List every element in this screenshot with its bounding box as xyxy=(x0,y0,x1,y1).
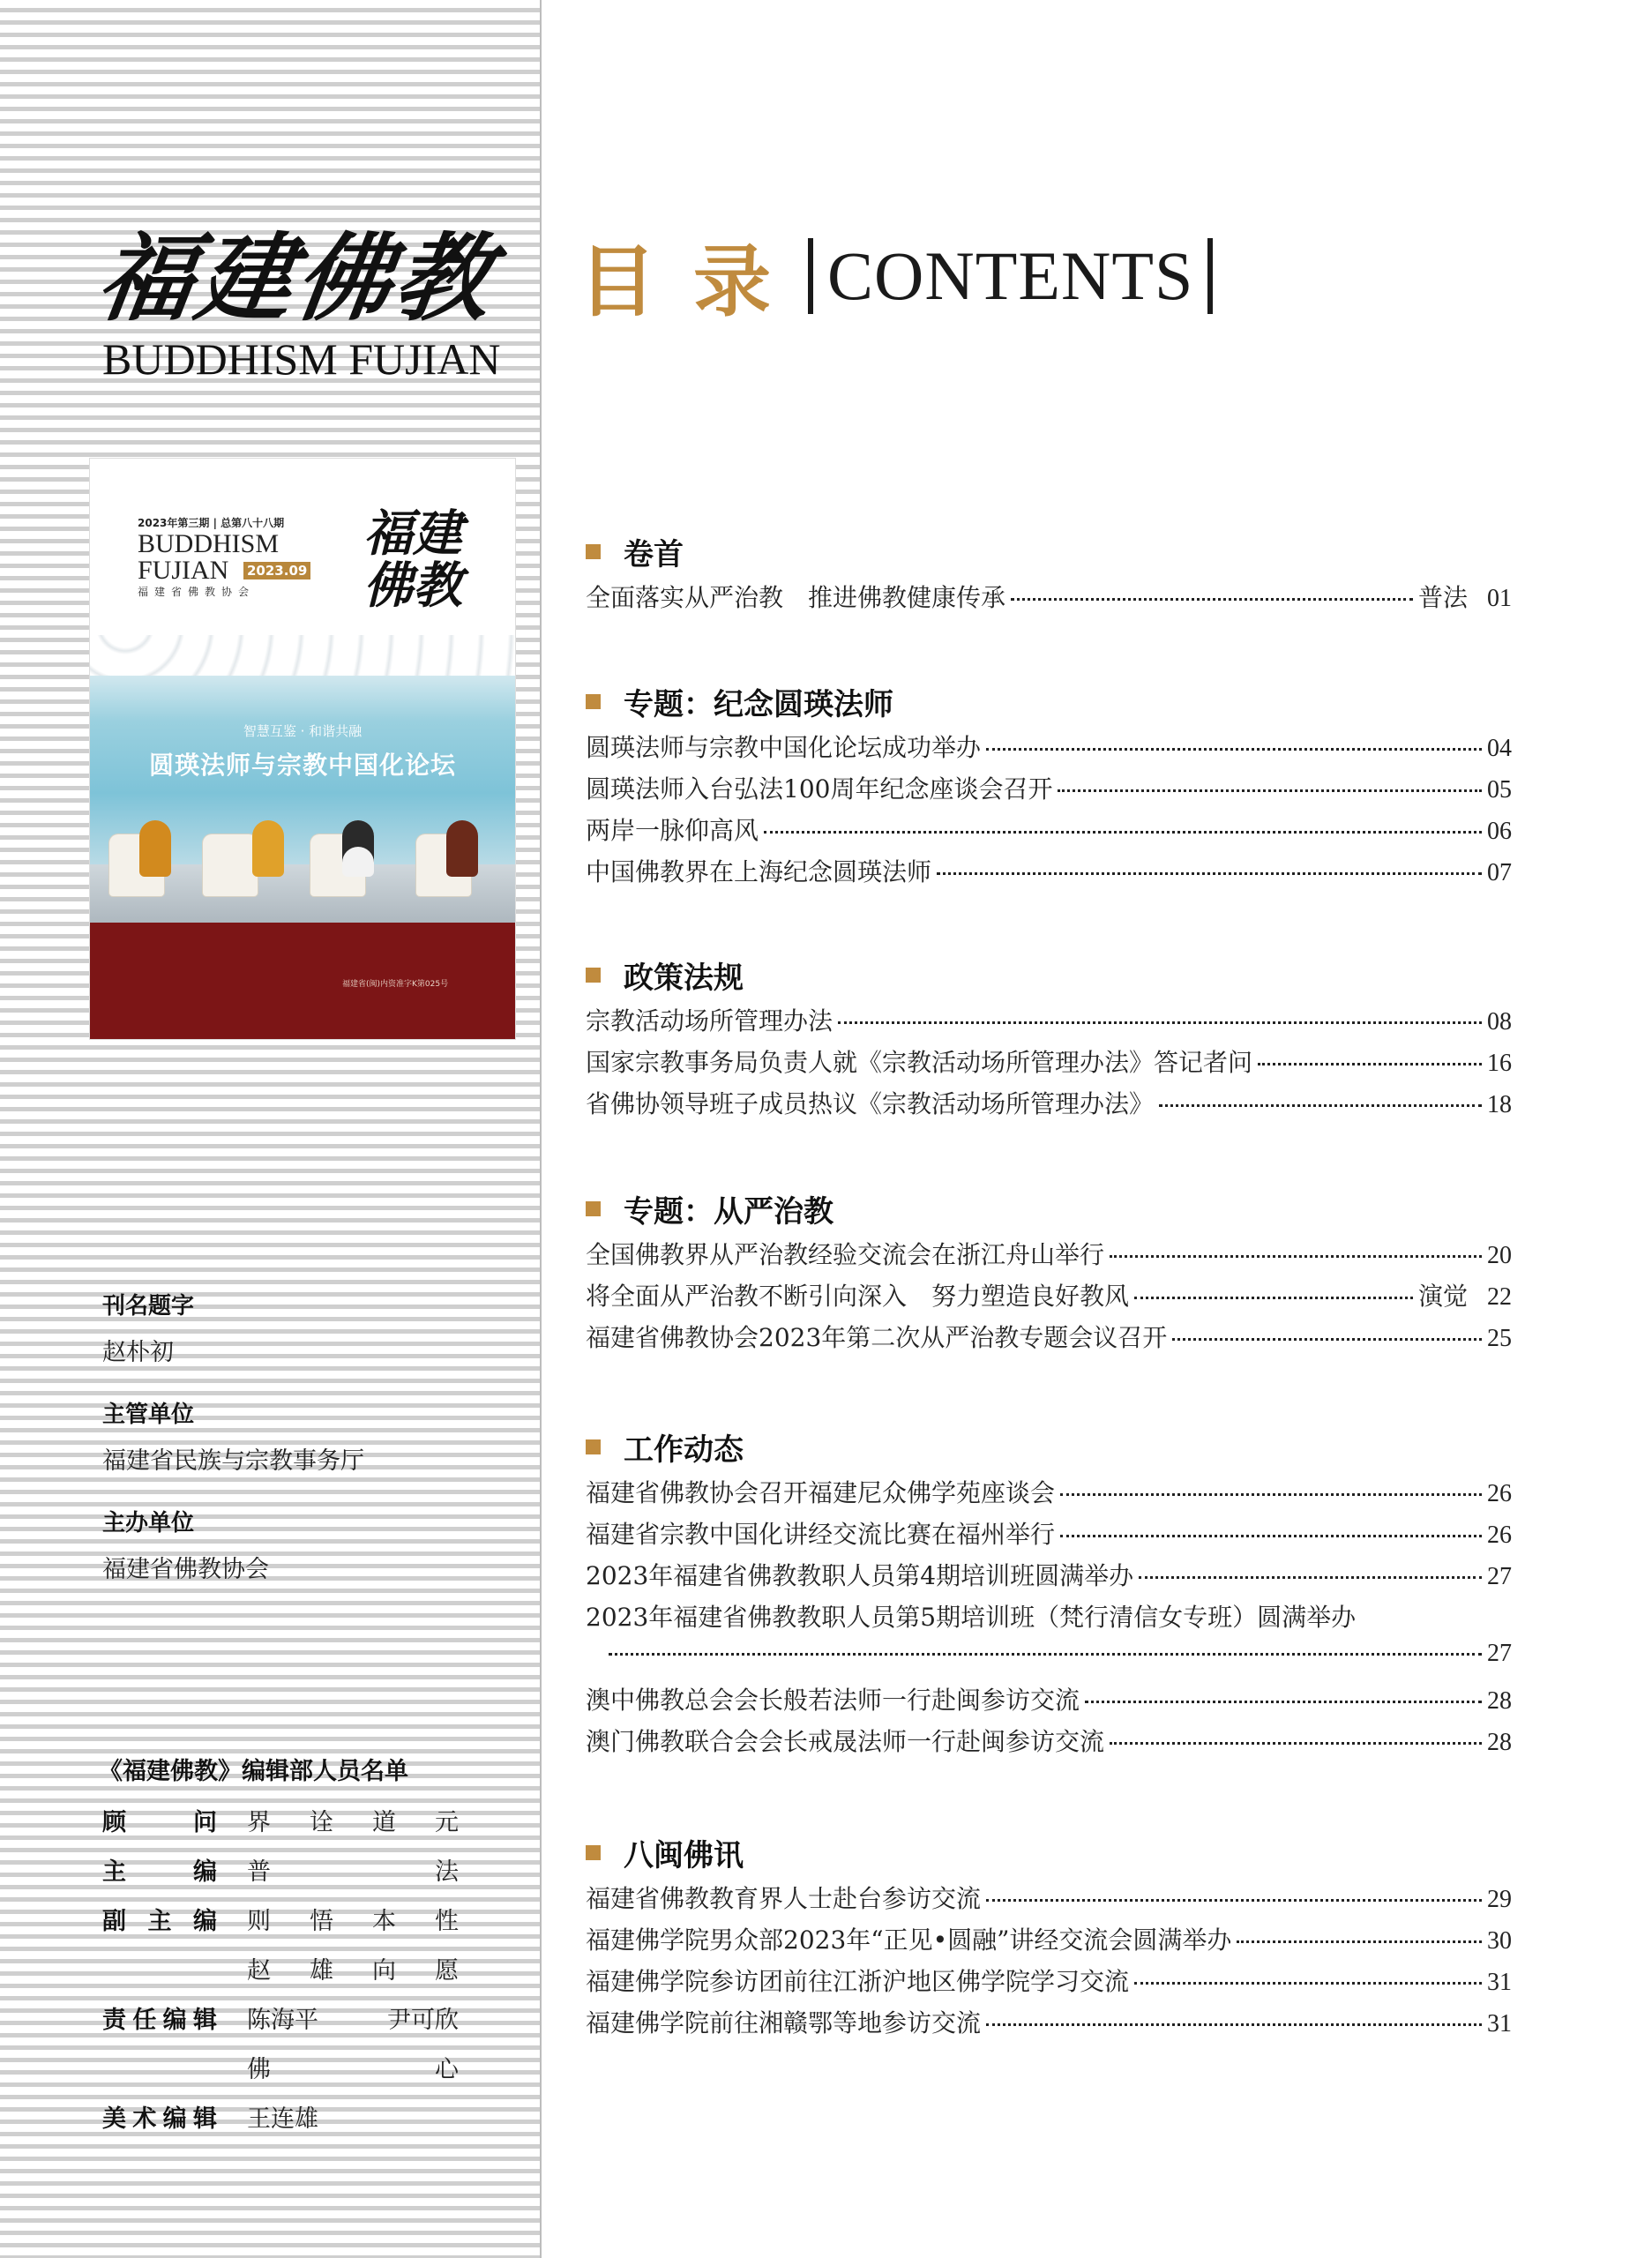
toc-entry-title[interactable]: 福建佛学院前往湘赣鄂等地参访交流 xyxy=(586,2008,982,2037)
staff-role-char: 术 xyxy=(132,2105,157,2133)
title-chinese: 目录 xyxy=(579,236,809,327)
staff-name: 陈海平 xyxy=(247,2007,318,2034)
staff-role xyxy=(102,2099,217,2134)
supervisor-label: 主管单位 xyxy=(102,1402,195,1428)
staff-role-char: 编 xyxy=(193,1858,217,1886)
staff-role-char: 美 xyxy=(102,2105,126,2133)
toc-section xyxy=(586,1424,1512,1764)
section-bullet-icon xyxy=(586,544,601,559)
toc-entry[interactable] xyxy=(586,1723,1512,1764)
toc-section xyxy=(586,1186,1512,1360)
logo-english: BUDDHISM FUJIAN xyxy=(102,334,501,384)
cover-title-en-1: BUDDHISM xyxy=(138,529,280,558)
toc-entry-page[interactable]: 06 xyxy=(1487,818,1512,845)
cover-issue: 2023年第三期 | 总第八十八期 xyxy=(138,517,285,529)
leader-dots xyxy=(986,748,1482,751)
staff-name: 法 xyxy=(435,1858,459,1886)
toc-entry-title[interactable]: 中国佛教界在上海纪念圆瑛法师 xyxy=(586,857,932,886)
staff-role-char: 主 xyxy=(147,1908,172,1935)
leader-dots xyxy=(609,1653,1482,1656)
toc-entry-title[interactable]: 福建省佛教协会2023年第二次从严治教专题会议召开 xyxy=(586,1323,1168,1352)
leader-dots xyxy=(838,1021,1482,1024)
toc-entry[interactable] xyxy=(586,729,1512,770)
cover-photo xyxy=(90,635,515,923)
toc-entry-page[interactable]: 28 xyxy=(1487,1687,1512,1715)
staff-name: 界 xyxy=(247,1809,271,1836)
toc-section xyxy=(586,529,1512,620)
toc-entry-title[interactable]: 宗教活动场所管理办法 xyxy=(586,1006,833,1036)
staff-name: 赵 xyxy=(247,1957,271,1985)
calligraphy-label: 刊名题字 xyxy=(102,1293,195,1320)
toc-entry-title[interactable]: 澳中佛教总会会长般若法师一行赴闽参访交流 xyxy=(586,1686,1080,1715)
toc-entry-page[interactable]: 27 xyxy=(1487,1563,1512,1590)
toc-entry-title[interactable]: 福建省宗教中国化讲经交流比赛在福州举行 xyxy=(586,1520,1056,1549)
leader-dots xyxy=(1172,1338,1482,1341)
masthead-sponsor xyxy=(102,1505,269,1584)
section-bullet-icon xyxy=(586,1439,601,1454)
toc-entry-title[interactable]: 澳门佛教联合会会长戒晟法师一行赴闽参访交流 xyxy=(586,1727,1105,1756)
masthead-calligraphy xyxy=(102,1288,194,1367)
toc-entry-page[interactable]: 18 xyxy=(1487,1091,1512,1118)
leader-dots xyxy=(1110,1255,1482,1258)
staff-name: 道 xyxy=(372,1809,396,1836)
cover-thumbnail[interactable] xyxy=(90,459,515,1039)
toc-entry-title[interactable]: 福建佛学院男众部2023年“正见•圆融”讲经交流会圆满举办 xyxy=(586,1925,1232,1955)
title-english: CONTENTS xyxy=(827,237,1194,314)
toc-entry[interactable] xyxy=(586,1002,1512,1043)
toc-section-header xyxy=(586,529,1512,573)
leader-dots xyxy=(986,1899,1482,1902)
staff-role xyxy=(102,1902,217,1936)
toc-entry-title[interactable]: 圆瑛法师入台弘法100周年纪念座谈会召开 xyxy=(586,774,1053,804)
toc-entry[interactable] xyxy=(586,2004,1512,2045)
title-divider xyxy=(808,238,813,314)
toc-entry-page[interactable]: 22 xyxy=(1487,1283,1512,1311)
toc-section-title: 专题：纪念圆瑛法师 xyxy=(624,686,893,722)
toc-section-title: 卷首 xyxy=(624,536,684,572)
leader-dots xyxy=(1134,1982,1482,1985)
section-bullet-icon xyxy=(586,968,601,983)
sponsor-value: 福建省佛教协会 xyxy=(102,1556,269,1583)
toc-entry-page[interactable]: 26 xyxy=(1487,1522,1512,1549)
toc-entry-author: 普法 xyxy=(1417,583,1468,612)
toc-entry-title[interactable]: 全面落实从严治教 推进佛教健康传承 xyxy=(586,583,1006,612)
cover-header xyxy=(90,459,515,626)
staff-names xyxy=(247,2050,459,2084)
speaker-figure xyxy=(252,820,284,877)
toc-section-title: 政策法规 xyxy=(624,960,744,996)
staff-name: 元 xyxy=(435,1809,459,1836)
toc-entry-page[interactable]: 26 xyxy=(1487,1480,1512,1507)
toc-entry-continuation[interactable] xyxy=(586,1640,1512,1681)
section-bullet-icon xyxy=(586,694,601,709)
cover-date-badge: 2023.09 xyxy=(243,562,310,579)
toc-section-header xyxy=(586,953,1512,997)
title-divider xyxy=(1207,238,1213,314)
toc-section-header xyxy=(586,1830,1512,1874)
toc-entry[interactable] xyxy=(586,1598,1512,1640)
leader-dots xyxy=(1110,1742,1482,1745)
toc-section xyxy=(586,953,1512,1126)
staff-names xyxy=(247,1803,459,1837)
toc-entry[interactable] xyxy=(586,1043,1512,1085)
staff-role xyxy=(102,1803,217,1837)
leader-dots xyxy=(1058,789,1482,792)
staff-name: 愿 xyxy=(435,1957,459,1985)
calligraphy-value: 赵朴初 xyxy=(102,1339,174,1366)
supervisor-value: 福建省民族与宗教事务厅 xyxy=(102,1447,364,1475)
speaker-figure xyxy=(342,820,374,877)
leader-dots xyxy=(1085,1701,1482,1703)
staff-role-char: 顾 xyxy=(102,1809,126,1836)
toc-entry-page[interactable]: 08 xyxy=(1487,1008,1512,1036)
toc-entry[interactable] xyxy=(586,1515,1512,1557)
staff-names xyxy=(247,2099,459,2134)
leader-dots xyxy=(1258,1063,1482,1065)
staff-name: 普 xyxy=(247,1858,271,1886)
toc-section xyxy=(586,679,1512,894)
toc-entry-page[interactable]: 31 xyxy=(1487,2010,1512,2037)
toc-section-title: 八闽佛讯 xyxy=(624,1837,744,1873)
cover-license-note: 福建省(闽)内资准字K第025号 xyxy=(342,980,449,989)
cover-forum-subtitle: 智慧互鉴 · 和谐共融 xyxy=(243,723,363,739)
staff-name: 诠 xyxy=(310,1809,333,1836)
staff-role xyxy=(102,1852,217,1887)
toc-entry[interactable] xyxy=(586,811,1512,853)
staff-role-char: 编 xyxy=(193,1908,217,1935)
toc-entry-page[interactable]: 07 xyxy=(1487,859,1512,886)
cover-logo: 福建佛教 xyxy=(363,505,462,615)
toc-entry[interactable] xyxy=(586,1319,1512,1360)
staff-role-char: 任 xyxy=(132,2007,157,2034)
toc-entry-title[interactable]: 省佛协领导班子成员热议《宗教活动场所管理办法》 xyxy=(586,1089,1155,1118)
toc-entry-author: 演觉 xyxy=(1417,1282,1468,1311)
toc-entry[interactable] xyxy=(586,1681,1512,1723)
toc-entry-title[interactable]: 2023年福建省佛教教职人员第4期培训班圆满举办 xyxy=(586,1561,1134,1590)
toc-entry-page[interactable]: 04 xyxy=(1487,735,1512,762)
leader-dots xyxy=(1011,598,1413,601)
cover-forum-title: 圆瑛法师与宗教中国化论坛 xyxy=(148,751,456,780)
staff-names xyxy=(247,1852,459,1887)
toc-section-header xyxy=(586,679,1512,723)
toc-entry-title[interactable]: 2023年福建省佛教教职人员第5期培训班（梵行清信女专班）圆满举办 xyxy=(586,1603,1357,1632)
staff-names xyxy=(247,2000,459,2035)
staff-names xyxy=(247,1951,459,1985)
toc-entry[interactable] xyxy=(586,1880,1512,1921)
toc-entry[interactable] xyxy=(586,579,1512,620)
leader-dots xyxy=(937,872,1482,875)
leader-dots xyxy=(1237,1940,1482,1943)
toc-entry[interactable] xyxy=(586,1963,1512,2004)
toc-entry-page[interactable]: 31 xyxy=(1487,1969,1512,1996)
toc-entry-page[interactable]: 25 xyxy=(1487,1325,1512,1352)
staff-name: 悟 xyxy=(310,1908,333,1935)
toc-entry[interactable] xyxy=(586,1921,1512,1963)
toc-entry-title[interactable]: 两岸一脉仰高风 xyxy=(586,816,759,845)
toc-entry-page[interactable]: 28 xyxy=(1487,1729,1512,1756)
staff-role-char: 副 xyxy=(102,1908,126,1935)
staff-role-char: 问 xyxy=(193,1809,217,1836)
leader-dots xyxy=(1060,1535,1482,1537)
toc-entry-page[interactable]: 05 xyxy=(1487,776,1512,804)
toc-entry-title[interactable]: 福建省佛教教育界人士赴台参访交流 xyxy=(586,1884,982,1913)
leader-dots xyxy=(1134,1297,1413,1299)
staff-role-char: 主 xyxy=(102,1858,126,1886)
staff-names xyxy=(247,1902,459,1936)
toc-entry-title[interactable]: 全国佛教界从严治教经验交流会在浙江舟山举行 xyxy=(586,1240,1105,1269)
cover-org: 福建省佛教协会 xyxy=(138,586,256,598)
section-bullet-icon xyxy=(586,1201,601,1216)
toc-section-title: 专题：从严治教 xyxy=(624,1193,833,1230)
leader-dots xyxy=(764,831,1482,834)
toc-entry-page[interactable]: 27 xyxy=(1487,1640,1512,1667)
toc-entry[interactable] xyxy=(586,1085,1512,1126)
leader-dots xyxy=(986,2023,1482,2026)
toc-entry[interactable] xyxy=(586,1557,1512,1598)
toc-entry-title[interactable]: 福建省佛教协会召开福建尼众佛学苑座谈会 xyxy=(586,1478,1056,1507)
toc-entry-title[interactable]: 福建佛学院参访团前往江浙沪地区佛学院学习交流 xyxy=(586,1967,1130,1996)
section-bullet-icon xyxy=(586,1845,601,1860)
toc-section xyxy=(586,1830,1512,2045)
speaker-figure xyxy=(139,820,171,877)
toc-section-header xyxy=(586,1186,1512,1230)
staff-name: 佛 xyxy=(247,2056,271,2083)
logo-chinese: 福建佛教 xyxy=(91,223,502,334)
staff-name: 本 xyxy=(372,1908,396,1935)
staff-role-char: 辑 xyxy=(192,2105,217,2133)
staff-role xyxy=(102,2000,217,2035)
staff-name: 王连雄 xyxy=(247,2105,318,2133)
toc-entry-title[interactable]: 国家宗教事务局负责人就《宗教活动场所管理办法》答记者问 xyxy=(586,1048,1253,1077)
leader-dots xyxy=(1159,1104,1482,1107)
toc-entry[interactable] xyxy=(586,853,1512,894)
toc-entry[interactable] xyxy=(586,1236,1512,1277)
toc-section-title: 工作动态 xyxy=(624,1432,744,1468)
staff-list-title: 《福建佛教》编辑部人员名单 xyxy=(99,1758,408,1785)
staff-name: 雄 xyxy=(310,1957,333,1985)
staff-name: 尹可欣 xyxy=(387,2007,459,2034)
staff-name: 性 xyxy=(435,1908,459,1935)
toc-entry[interactable] xyxy=(586,1277,1512,1319)
toc-entry[interactable] xyxy=(586,770,1512,811)
masthead-supervisor xyxy=(102,1396,364,1476)
page-title xyxy=(579,228,1227,325)
toc-entry-page[interactable]: 20 xyxy=(1487,1242,1512,1269)
staff-name: 心 xyxy=(435,2056,459,2083)
sponsor-label: 主办单位 xyxy=(102,1510,195,1536)
toc-entry-page[interactable]: 16 xyxy=(1487,1050,1512,1077)
toc-entry-title[interactable]: 将全面从严治教不断引向深入 努力塑造良好教风 xyxy=(586,1282,1130,1311)
staff-name: 则 xyxy=(247,1908,271,1935)
sidebar xyxy=(0,0,542,2258)
toc-entry[interactable] xyxy=(586,1474,1512,1515)
cover-title-en-2: FUJIAN xyxy=(138,556,229,585)
leader-dots xyxy=(1139,1576,1482,1579)
toc-entry-title[interactable]: 圆瑛法师与宗教中国化论坛成功举办 xyxy=(586,733,982,762)
staff-role-char: 责 xyxy=(102,2007,126,2034)
toc-entry-page[interactable]: 30 xyxy=(1487,1927,1512,1955)
speaker-figure xyxy=(446,820,478,877)
toc-entry-page[interactable]: 29 xyxy=(1487,1886,1512,1913)
staff-name: 向 xyxy=(372,1957,396,1985)
toc-entry-page[interactable]: 01 xyxy=(1487,585,1512,612)
toc-section-header xyxy=(586,1424,1512,1469)
staff-role-char: 编 xyxy=(162,2007,187,2034)
cover-footer-band xyxy=(90,923,515,1039)
stage-drape xyxy=(90,635,515,676)
staff-role-char: 辑 xyxy=(192,2007,217,2034)
staff-role-char: 编 xyxy=(162,2105,187,2133)
leader-dots xyxy=(1060,1493,1482,1496)
chair xyxy=(203,834,258,896)
